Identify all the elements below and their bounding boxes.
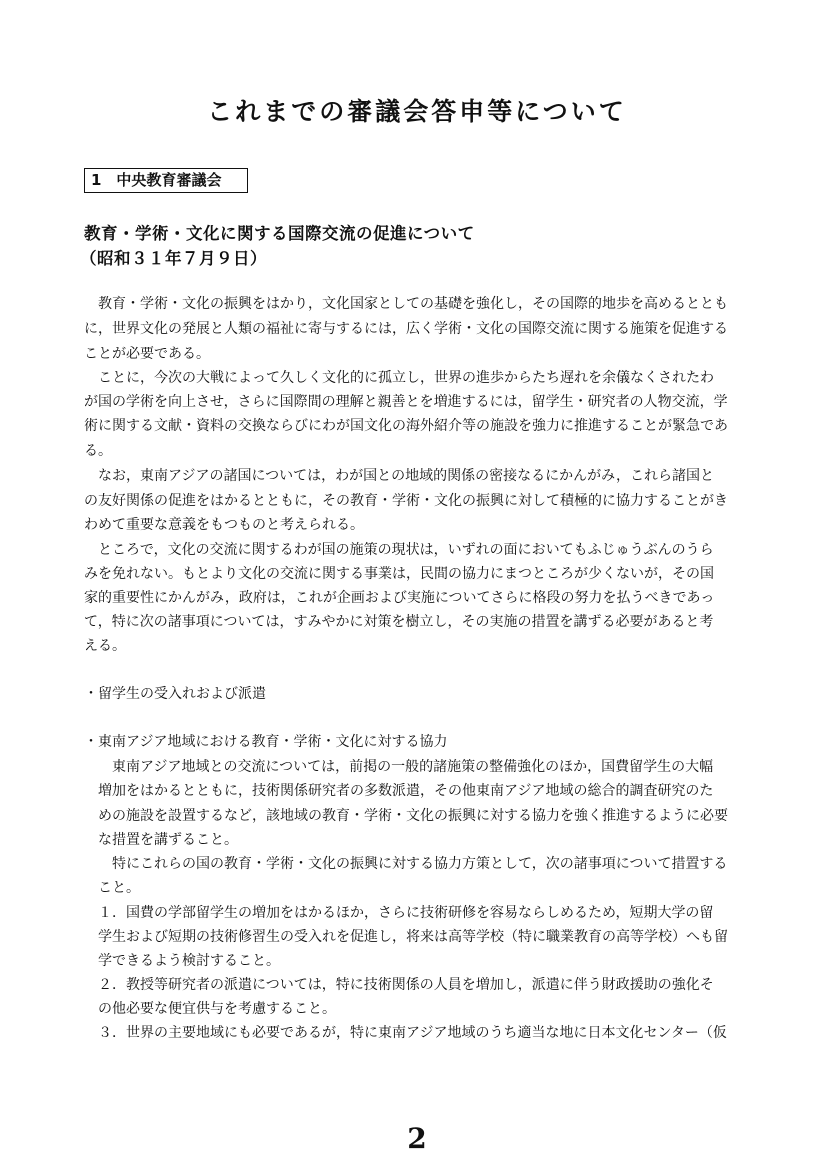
subtitle-date: （昭和３１年７月９日）	[80, 249, 267, 268]
paragraph-2-line: 術に関する文献・資料の交換ならびにわが国文化の海外紹介等の施設を強力に推進することが緊急であ	[84, 418, 728, 434]
paragraph-3-line: なお，東南アジアの諸国については，わが国との地域的関係の密接なるにかんがみ，これら諸国と	[84, 468, 714, 484]
paragraph-4-line: みを免れない。もとより文化の交流に関する事業は，民間の協力にまつところが少くないが，その国	[84, 566, 714, 582]
paragraph-1-line: ことが必要である。	[84, 346, 210, 362]
paragraph-1-line: に，世界文化の発展と人類の福祉に寄与するには，広く学術・文化の国際交流に関する施策を促進する	[84, 321, 728, 337]
page-number: 2	[407, 1122, 427, 1155]
numbered-item-line: 学できるよう検討すること。	[98, 953, 280, 969]
bullet-body-line: こと。	[98, 880, 140, 896]
paragraph-1-line: 教育・学術・文化の振興をはかり，文化国家としての基礎を強化し，その国際的地歩を高めるととも	[84, 296, 728, 312]
paragraph-4-line: える。	[84, 638, 126, 654]
numbered-item-line: １．国費の学部留学生の増加をはかるほか，さらに技術研修を容易ならしめるため，短期大学の留	[98, 905, 714, 921]
paragraph-2-line: る。	[84, 443, 112, 459]
bullet-item: ・留学生の受入れおよび派遣	[84, 686, 266, 702]
paragraph-4-line: て，特に次の諸事項については，すみやかに対策を樹立し，その実施の措置を講ずる必要があると考	[84, 614, 714, 630]
bullet-body-line: な措置を講ずること。	[98, 832, 238, 848]
paragraph-3-line: わめて重要な意義をもつものと考えられる。	[84, 517, 364, 533]
bullet-item: ・東南アジア地域における教育・学術・文化に対する協力	[84, 734, 448, 750]
paragraph-4-line: 家的重要性にかんがみ，政府は，これが企画および実施についてさらに格段の努力を払うべきであっ	[84, 590, 715, 606]
numbered-item-line: ２．教授等研究者の派遣については，特に技術関係の人員を増加し，派遣に伴う財政援助の強化そ	[98, 977, 714, 993]
section-heading-box: 1 中央教育審議会	[84, 168, 248, 193]
bullet-body-line: 増加をはかるとともに，技術関係研究者の多数派遣，その他東南アジア地域の総合的調査研究のた	[98, 783, 714, 799]
paragraph-3-line: の友好関係の促進をはかるとともに，その教育・学術・文化の振興に対して積極的に協力することがき	[84, 493, 728, 509]
numbered-item-line: の他必要な便宜供与を考慮すること。	[98, 1001, 336, 1017]
paragraph-4-line: ところで，文化の交流に関するわが国の施策の現状は，いずれの面においてもふじゅうぶんのうら	[84, 542, 714, 558]
paragraph-2-line: ことに，今次の大戦によって久しく文化的に孤立し，世界の進歩からたち遅れを余儀なくされたわ	[84, 370, 714, 386]
bullet-body-line: 特にこれらの国の教育・学術・文化の振興に対する協力方策として，次の諸事項について措置する	[98, 856, 728, 872]
subtitle: 教育・学術・文化に関する国際交流の促進について	[84, 224, 475, 243]
numbered-item-line: 学生および短期の技術修習生の受入れを促進し，将来は高等学校（特に職業教育の高等学校）へも留	[98, 929, 728, 945]
page-title: これまでの審議会答申等について	[207, 97, 627, 126]
bullet-body-line: 東南アジア地域との交流については，前掲の一般的諸施策の整備強化のほか，国費留学生の大幅	[98, 759, 714, 775]
bullet-body-line: めの施設を設置するなど，該地域の教育・学術・文化の振興に対する協力を強く推進するように必要	[98, 808, 728, 824]
numbered-item-line: ３．世界の主要地域にも必要であるが，特に東南アジア地域のうち適当な地に日本文化センター（仮	[98, 1025, 727, 1041]
paragraph-2-line: が国の学術を向上させ，さらに国際間の理解と親善とを増進するには，留学生・研究者の人物交流，学	[84, 394, 728, 410]
